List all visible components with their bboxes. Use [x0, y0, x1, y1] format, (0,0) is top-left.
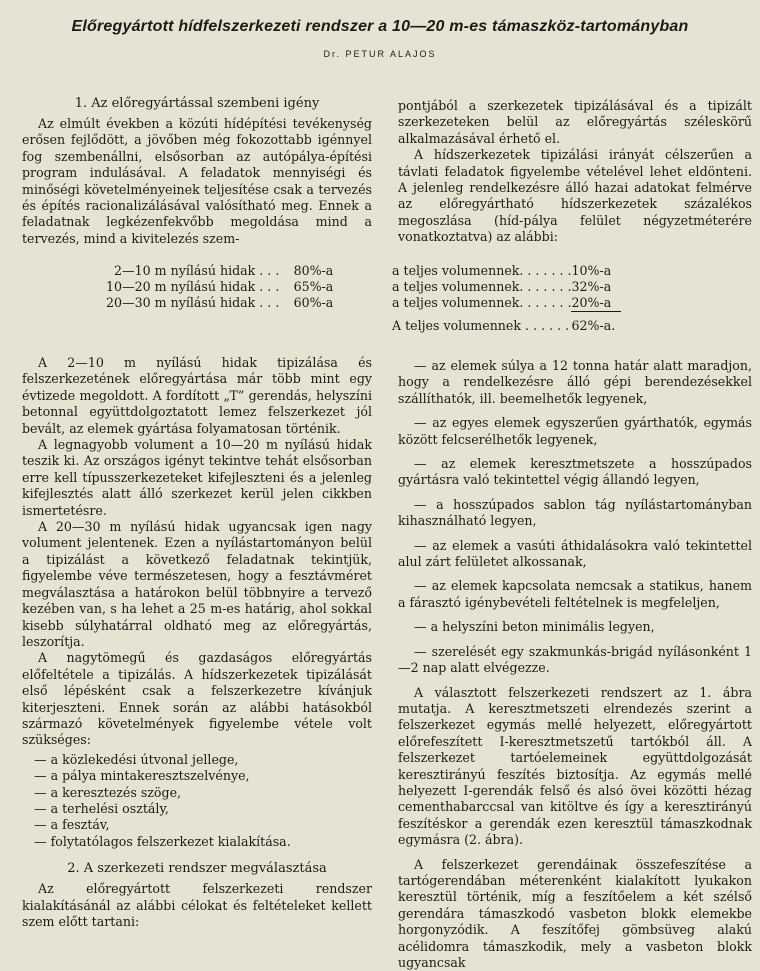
list-item: — folytatólagos felszerkezet kialakítása.	[34, 833, 291, 849]
table-row	[392, 279, 621, 295]
table-row	[106, 279, 333, 295]
list-item: — az elemek kapcsolata nemcsak a statikus, hanem a fárasztó igénybevételi feltételnek is megfeleljen,	[398, 578, 752, 610]
paragraph: pontjából a szerkezetek tipizálásával és a tipizált szerkezeteken belül az előregyártás széleskörű alkalmazásával érhető el.	[398, 98, 752, 146]
list-item: — az elemek keresztmetszete a hosszúpados gyártásra való tekintettel végig állandó legyen,	[398, 456, 752, 488]
total-label: A teljes volumennek . . . . . .	[392, 317, 570, 333]
span-label: 2—10 m nyílású hidak . . .	[114, 263, 280, 278]
span-label: 20—30 m nyílású hidak . . .	[106, 295, 280, 310]
requirements-list	[22, 752, 372, 850]
section-heading-1: 1. Az előregyártással szembeni igény	[74, 96, 320, 111]
paragraph: A 20—30 m nyílású hidak ugyancsak igen nagy volument jelentenek. Ezen a nyílástartományon belül a tipizálást a következő feladatnak tekintjük, figyelembe véve természetesen, hogy a fesztávméret megválasztása a határokon belül többnyire a tervező kezében van, s ha lehet a 25 m-es határig, ahol sokkal kisebb súlyhatárral oldható meg az előregyártás, leszorítja.	[22, 519, 372, 649]
table-row	[392, 295, 621, 312]
volume-value: 10%-a	[571, 263, 612, 278]
span-value: 65%-a	[293, 279, 334, 294]
volume-label: a teljes volumennek. . . . . . .	[392, 295, 572, 311]
table-row	[106, 263, 333, 279]
list-item: — az elemek súlya a 12 tonna határ alatt maradjon, hogy a rendelkezésre álló gépi berendezésekkel szállíthatók, ill. beemelhetők legyenek,	[398, 358, 752, 406]
list-item: — a keresztezés szöge,	[34, 784, 182, 800]
paragraph: A felszerkezet gerendáinak összefeszítése a tartógerendában méterenként kialakított lyukakon keresztül történik, míg a feszítőelem a két szélső gerendára támaszkodó vasbeton blokk elemekbe horgonyzódik. A feszítőfej gömbsüveg alakú acélidomra támaszkodik, mely a vasbeton blokk ugyancsak	[398, 856, 752, 970]
list-item: — az egyes elemek egyszerűen gyárthatók, egymás között felcserélhetők legyenek,	[398, 415, 752, 447]
section-heading-2: 2. A szerkezeti rendszer megválasztása	[67, 861, 327, 877]
left-column-top	[22, 95, 372, 247]
list-item: — szerelését egy szakmunkás-brigád nyílásonként 1—2 nap alatt elvégezze.	[398, 643, 752, 676]
span-value: 80%-a	[293, 263, 334, 278]
span-share-table	[106, 263, 333, 311]
list-item: — a helyszíni beton minimális legyen,	[414, 619, 655, 635]
list-item: — a közlekedési útvonal jellege,	[34, 751, 239, 767]
volume-value: 20%-a	[571, 295, 612, 310]
paragraph: A hídszerkezetek tipizálási irányát célszerűen a távlati feladatok figyelembe vételével lehet eldönteni. A jelenleg rendelkezésre álló hazai adatokat felmérve az előregyártható hídszerkezetek százalékos megoszlása (híd-pálya felület négyzetméterére vonatkoztatva) az alábbi:	[398, 147, 752, 245]
total-value: 62%-a.	[571, 312, 621, 335]
volume-share-table	[392, 263, 621, 334]
list-item: — a pálya mintakeresztszelvénye,	[34, 768, 250, 784]
table-row	[106, 295, 333, 311]
volume-label: a teljes volumennek. . . . . . .	[392, 263, 572, 278]
table-row	[392, 263, 621, 279]
span-label: 10—20 m nyílású hidak . . .	[106, 279, 280, 294]
paragraph: Az előregyártott felszerkezeti rendszer kialakításánál az alábbi célokat és feltételeket kellett szem előtt tartani:	[22, 881, 372, 929]
paragraph: A legnagyobb volument a 10—20 m nyílású hidak teszik ki. Az országos igényt tekintve tehát elsősorban erre kell típusszerkezeteket kifejleszteni és a jelenleg kifejlesztés alatt álló szerkezet kerül jelen cikkben ismertetésre.	[22, 437, 372, 518]
volume-value: 32%-a	[571, 279, 612, 294]
paragraph: A 2—10 m nyílású hidak tipizálása és felszerkezetének előregyártása már több mint egy évtizede megoldott. A fordított „T” gerendás, helyszíni betonnal együttdolgoztatott lemez felszerkezet jól bevált, az elemek gyártása folyamatosan történik.	[22, 355, 372, 436]
left-column-bottom	[22, 355, 372, 930]
paragraph: A nagytömegű és gazdaságos előregyártás előfeltétele a tipizálás. A hídszerkezetek tipizálását első lépésként csak a felszerkezetre kívánjuk kiterjeszteni. Ennek során az alábbi hatásokból származó követelmények figyelembe vétele volt szükséges:	[22, 650, 372, 748]
list-item: — a hosszúpados sablon tág nyílástartományban kihasználható legyen,	[398, 496, 752, 529]
list-item: — az elemek a vasúti áthidalásokra való tekintettel alul zárt felületet alkossanak,	[398, 537, 752, 570]
article-title: Előregyártott hídfelszerkezeti rendszer a 10—20 m-es támaszköz-tartományban	[71, 18, 689, 35]
right-column-bottom	[398, 358, 752, 971]
volume-label: a teljes volumennek. . . . . . .	[392, 279, 572, 294]
list-item: — a fesztáv,	[34, 817, 110, 833]
list-item: — a terhelési osztály,	[34, 800, 169, 816]
right-column-top	[398, 98, 752, 246]
author-line: Dr. PETUR ALAJOS	[323, 49, 437, 59]
goals-list	[398, 358, 752, 677]
table-total-row	[392, 312, 621, 335]
span-value: 60%-a	[293, 295, 334, 310]
paragraph: A választott felszerkezeti rendszert az 1. ábra mutatja. A keresztmetszeti elrendezés szerint a felszerkezet egymás mellé helyezett, előregyártott előrefeszített I-keresztmetszetű tartókból áll. A felszerkezet tartóelemeinek együttdolgozását keresztirányú feszítés biztosítja. Az egymás mellé helyezett I-gerendák felső és alsó övei közötti hézag cementhabarccsal van kitöltve és így a keresztirányú feszítéskor a gerendák ezen keresztül támaszkodnak egymásra (2. ábra).	[398, 684, 752, 848]
paragraph: Az elmúlt években a közúti hídépítési tevékenység erősen fejlődött, a jövőben még fokozottabb igénnyel fog szembenállni, elsősorban az autópálya-építési program indulásával. A feladatok mennyiségi és minőségi követelményeinek teljesítése csak a tervezés és építés racionalizálásával valósítható meg. Ennek a feladatnak legkézenfekvőbb megoldása mind a tervezés, mind a kivitelezés szem-	[22, 116, 372, 246]
